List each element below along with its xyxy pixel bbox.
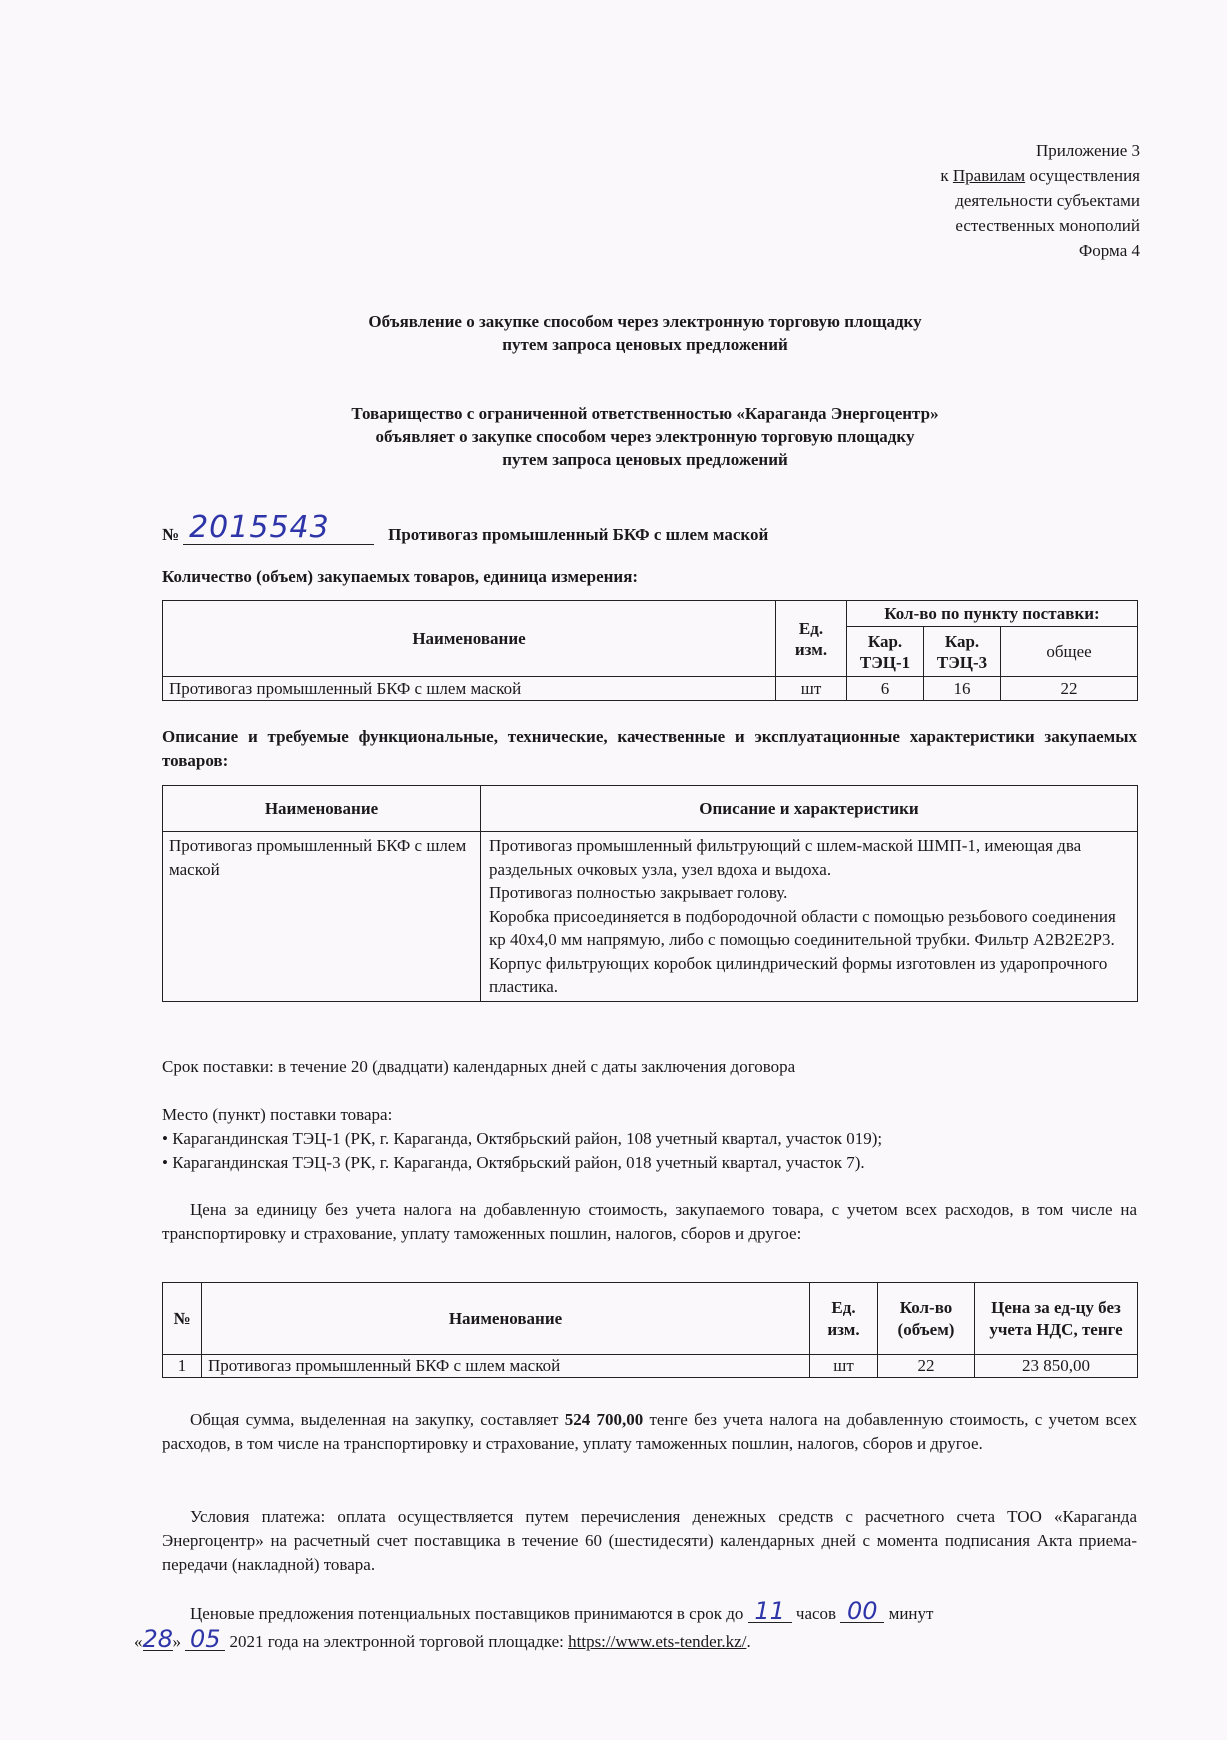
appendix-block [940,138,1140,263]
lot-name: Противогаз промышленный БКФ с шлем маской [388,525,769,544]
description-line: Противогаз промышленный фильтрующий с шлем-маской ШМП-1, имеющая два раздельных очковых узла, узел вдоха и выдоха. [489,836,1082,879]
description-line: Корпус фильтрующих коробок цилиндрический формы изготовлен из ударопрочного пластика. [489,953,1108,996]
description-line: Коробка присоединяется в подбородочной области с помощью резьбового соединения кр 40х4,0 мм напрямую, либо с помощью соединительной трубки. Фильтр А2В2Е2Р3. [489,906,1116,949]
lot-header [162,512,768,545]
cell-name: Противогаз промышленный БКФ с шлем маской [202,1355,810,1378]
cell-no: 1 [163,1355,202,1378]
cell-tec3: 16 [924,677,1001,701]
cell-tec1: 6 [847,677,924,701]
cell-unit: шт [810,1355,878,1378]
deadline-minutes-handwritten: 00 [840,1600,884,1623]
title-line: Товарищество с ограниченной ответственностью «Караганда Энергоцентр» [351,404,939,423]
lot-number-handwritten: 2015543 [183,512,374,545]
cell-name: Противогаз промышленный БКФ с шлем маской [163,677,776,701]
cell-unit: шт [776,677,847,701]
list-item: • Карагандинская ТЭЦ-1 (РК, г. Караганда, Октябрьский район, 108 учетный квартал, участок 019); [162,1129,883,1148]
total-sum-text: тенге без учета налога на добавленную стоимость, с учетом всех расходов, в том числе на транспортировку и страхование, уплату таможенных пошлин, налогов, сборов и другое. [162,1410,1137,1453]
appendix-text: осуществления [1025,166,1140,185]
appendix-line: естественных монополий [955,216,1140,235]
appendix-text: к [940,166,953,185]
deadline-text: часов [791,1604,841,1623]
rules-link[interactable]: Правилам [952,166,1026,185]
cell-total: 22 [1001,677,1138,701]
deadline-hours-handwritten: 11 [748,1600,792,1623]
deadline-text: « [134,1632,143,1651]
deadline-text: . [746,1632,751,1651]
price-table [162,1282,1138,1378]
col-header-total: общее [1001,627,1138,677]
table-row [163,832,1138,1002]
col-header-tec3: Кар. ТЭЦ-3 [924,627,1001,677]
col-header-name: Наименование [163,601,776,677]
total-sum [162,1408,1137,1456]
col-header-name: Наименование [163,786,481,832]
deadline-day-handwritten: 28 [142,1625,174,1653]
cell-description [481,832,1138,1002]
table-row [163,677,1138,701]
deadline [134,1597,1137,1656]
description-line: Противогаз полностью закрывает голову. [489,883,788,902]
deadline-text: Ценовые предложения потенциальных поставщиков принимаются в срок до [190,1604,748,1623]
description-label: Описание и требуемые функциональные, технические, качественные и эксплуатационные характеристики закупаемых товаров: [162,727,1137,770]
deadline-text: 2021 года на электронной торговой площадке: [225,1632,569,1651]
col-header-delivery: Кол-во по пункту поставки: [847,601,1138,627]
organization-title [150,402,1140,471]
title-line: путем запроса ценовых предложений [502,450,788,469]
deadline-month-handwritten: 05 [185,1628,225,1651]
title-line: путем запроса ценовых предложений [502,335,788,354]
cell-price: 23 850,00 [975,1355,1138,1378]
appendix-line: Приложение 3 [1036,141,1140,160]
description-table [162,785,1138,1002]
total-sum-amount: 524 700,00 [564,1410,644,1429]
appendix-line: деятельности субъектами [955,191,1140,210]
title-line: Объявление о закупке способом через электронную торговую площадку [368,312,922,331]
total-sum-text: Общая сумма, выделенная на закупку, составляет [190,1410,565,1429]
appendix-line [940,163,1140,188]
quantity-label: Количество (объем) закупаемых товаров, единица измерения: [162,567,639,586]
delivery-place-label: Место (пункт) поставки товара: [162,1105,393,1124]
col-header-name: Наименование [202,1283,810,1355]
number-sign: № [162,525,180,544]
deadline-text: » [172,1632,186,1651]
table-row [163,1355,1138,1378]
col-header-description: Описание и характеристики [481,786,1138,832]
form-number: Форма 4 [1078,241,1140,260]
announcement-title [150,310,1140,356]
cell-name: Противогаз промышленный БКФ с шлем маской [163,832,481,1002]
payment-terms: Условия платежа: оплата осуществляется путем перечисления денежных средств с расчетного счета ТОО «Караганда Энергоцентр» на расчетный счет поставщика в течение 60 (шестидесяти) календарных дней с момента подписания Акта приема-передачи (накладной) товара. [162,1507,1137,1574]
col-header-qty: Кол-во (объем) [878,1283,975,1355]
col-header-no: № [163,1283,202,1355]
price-intro: Цена за единицу без учета налога на добавленную стоимость, закупаемого товара, с учетом всех расходов, в том числе на транспортировку и страхование, уплату таможенных пошлин, налогов, сборов и другое: [162,1200,1137,1243]
delivery-place [162,1103,1137,1175]
list-item: • Карагандинская ТЭЦ-3 (РК, г. Караганда, Октябрьский район, 018 учетный квартал, участок 7). [162,1153,865,1172]
ets-tender-link[interactable]: https://www.ets-tender.kz/ [568,1632,747,1651]
col-header-price: Цена за ед-цу без учета НДС, тенге [975,1283,1138,1355]
col-header-tec1: Кар. ТЭЦ-1 [847,627,924,677]
deadline-text: минут [884,1604,934,1623]
col-header-unit: Ед. изм. [776,601,847,677]
col-header-unit: Ед. изм. [810,1283,878,1355]
delivery-term: Срок поставки: в течение 20 (двадцати) календарных дней с даты заключения договора [162,1057,796,1076]
quantity-table [162,600,1138,701]
cell-qty: 22 [878,1355,975,1378]
title-line: объявляет о закупке способом через электронную торговую площадку [375,427,915,446]
